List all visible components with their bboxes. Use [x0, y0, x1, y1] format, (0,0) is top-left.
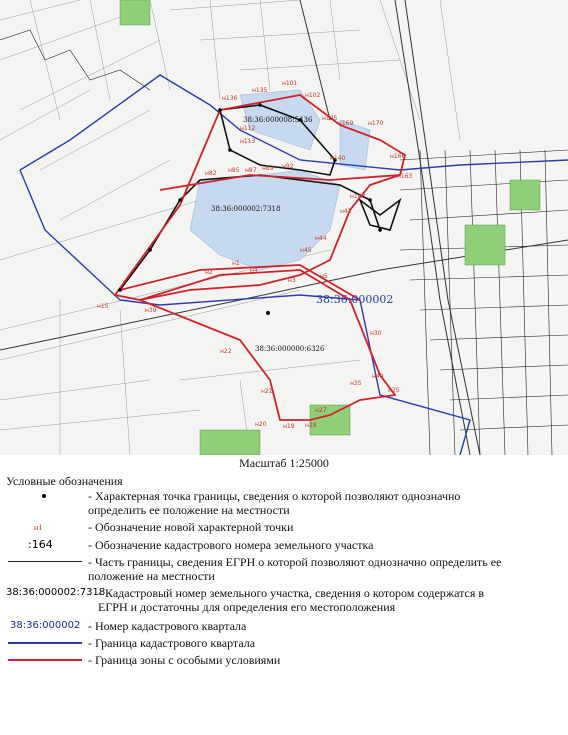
point-label: н166 [390, 153, 406, 160]
legend-text: - Обозначение новой характерной точки [88, 520, 294, 534]
point-label: н85 [228, 167, 240, 174]
point-label: н44 [315, 235, 327, 242]
point-label: н42 [340, 208, 352, 215]
point-label: н101 [282, 80, 298, 87]
legend-symbol: 38:36:000002:7318 [6, 587, 106, 598]
legend-symbol [0, 489, 84, 503]
point-label: н40 [372, 373, 384, 380]
point-label: н4 [250, 267, 258, 274]
legend-text: - Часть границы, сведения ЕГРН о которой позволяют однозначно определить ее положение на местности [88, 555, 502, 583]
red-line-icon [8, 659, 82, 661]
point-label: н3 [288, 277, 296, 284]
point-label: н112 [240, 125, 256, 132]
point-label: н19 [283, 423, 295, 430]
legend-text: - Кадастровый номер земельного участка, сведения о котором содержатся в ЕГРН и достаточны для определения его местоположения [98, 586, 484, 614]
point-label: н102 [305, 92, 321, 99]
legend-text: - Граница кадастрового квартала [88, 636, 256, 650]
point-label: н22 [220, 348, 232, 355]
parcel-label: 38:36:000000:6326 [255, 345, 325, 353]
point-label: н105 [322, 115, 338, 122]
legend-text: - Номер кадастрового квартала [88, 619, 247, 633]
legend-symbol: н1 [34, 523, 43, 532]
point-label: н113 [240, 138, 256, 145]
point-label: н35 [350, 380, 362, 387]
point-label: н92 [282, 163, 294, 170]
legend-text: - Характерная точка границы, сведения о которой позволяют однозначно определить ее положение на местности [88, 489, 461, 517]
thin-line-icon [8, 561, 82, 562]
point-label: н169 [338, 120, 354, 127]
point-label: н1 [232, 260, 240, 267]
parcel-label: 38:36:000002:7318 [211, 205, 281, 213]
map-scale: Масштаб 1:25000 [239, 456, 329, 470]
point-label: н82 [205, 170, 217, 177]
point-label: н163 [397, 173, 413, 180]
point-label: н136 [222, 95, 238, 102]
point-label: н87 [245, 167, 257, 174]
point-label: н25 [388, 387, 400, 394]
point-label: н21 [261, 388, 273, 395]
point-label: н170 [368, 120, 384, 127]
point-label: н30 [370, 330, 382, 337]
point-label: н5 [320, 273, 328, 280]
legend-symbol [0, 555, 84, 569]
legend-symbol [0, 653, 84, 667]
point-label: н39 [145, 307, 157, 314]
legend-symbol: 38:36:000002 [10, 620, 81, 631]
point-label: н45 [300, 247, 312, 254]
point-label: н2 [205, 269, 213, 276]
point-label: н148 [350, 193, 366, 200]
point-label: н89 [262, 165, 274, 172]
blue-line-icon [8, 642, 82, 644]
legend-text: - Граница зоны с особыми условиями [88, 653, 281, 667]
legend-title: Условные обозначения [6, 474, 123, 488]
point-label: н135 [252, 87, 268, 94]
point-label: н27 [315, 407, 327, 414]
quarter-label: 38:36:000002 [316, 293, 394, 306]
point-label: н28 [305, 422, 317, 429]
point-label: н140 [330, 155, 346, 162]
legend-symbol: :164 [28, 538, 53, 551]
legend-symbol [0, 636, 84, 650]
point-label: н15 [97, 303, 109, 310]
parcel-label: 38:36:000008:5436 [243, 116, 313, 124]
legend-text: - Обозначение кадастрового номера земельного участка [88, 538, 374, 552]
point-dot-icon [42, 494, 46, 498]
point-label: н20 [255, 421, 267, 428]
